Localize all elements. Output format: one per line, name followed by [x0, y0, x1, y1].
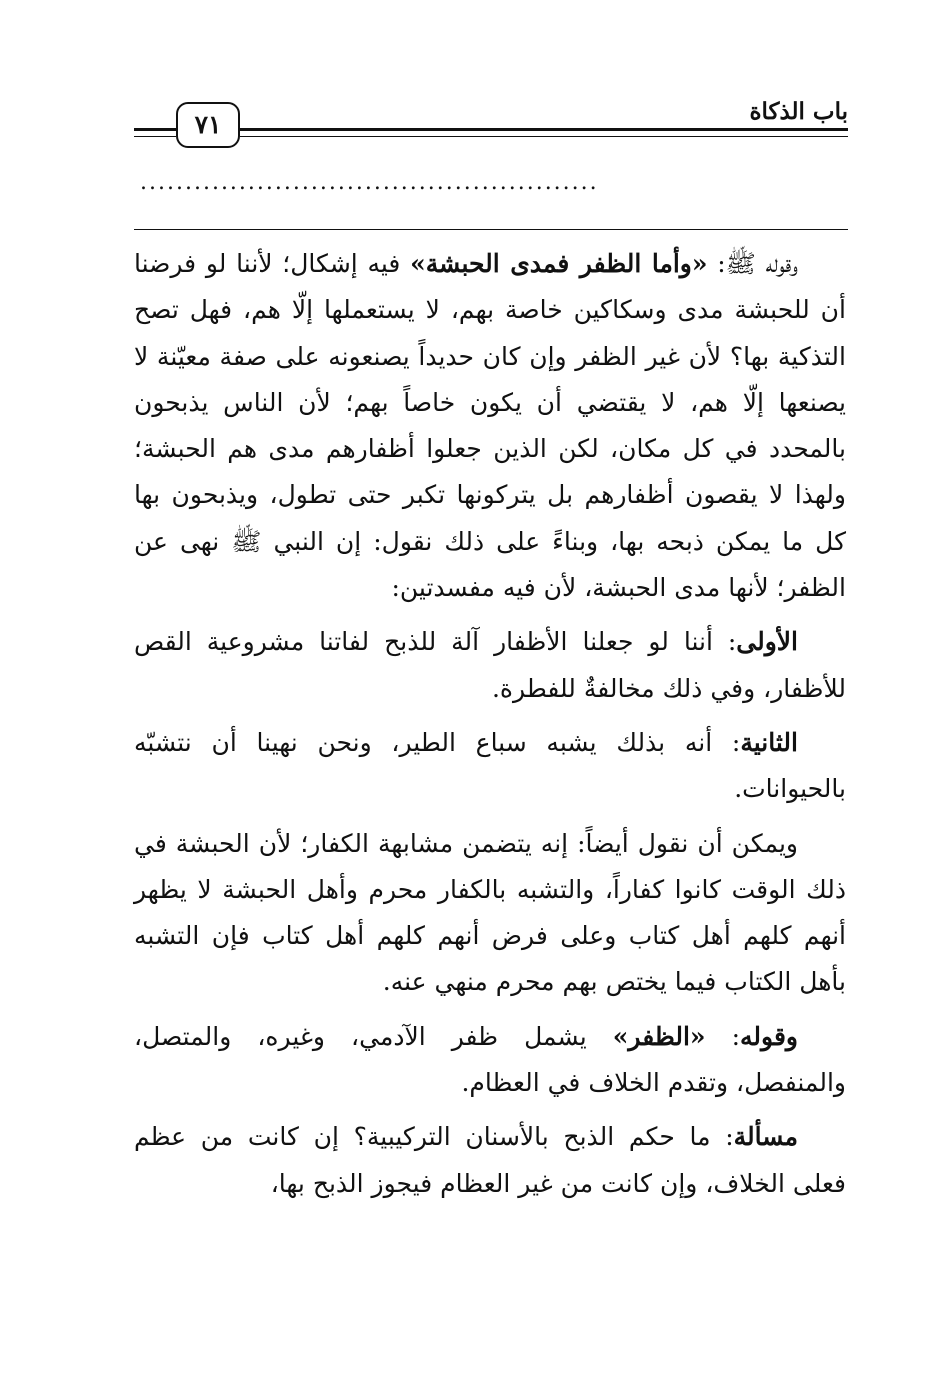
para1-text: فيه إشكال؛ لأننا لو فرضنا أن للحبشة مدى وسكاكين خاصة بهم، لا يستعملها إلّا هم، فهل تصح التذكية بها؟ لأن غير الظفر وإن كان حديداً يصنعونه على صفة معيّنة لا يصنعها إلّا هم، لا يقتضي أن يكون خاصاً بهم؛ لأن الناس يذبحون بالمحدد في كل مكان، لكن الذين جعلوا أظفارهم مدى هم الحبشة؛ ولهذا لا يقصون أظفارهم بل يتركونها تكبر حتى تطول، ويذبحون بها كل ما يمكن ذبحه بها، وبناءً على ذلك نقول: إن النبي ﷺ نهى عن الظفر؛ لأنها مدى الحبشة، لأن فيه مفسدتين: — [134, 249, 846, 603]
para5-text: يشمل ظفر الآدمي، وغيره، والمتصل، والمنفصل، وتقدم الخلاف في العظام. — [134, 1021, 846, 1098]
header-rule-left — [134, 128, 176, 140]
paragraph-3 — [134, 720, 846, 813]
dotted-separator: ................................................... — [140, 170, 599, 195]
chapter-title: باب الذكاة — [749, 98, 848, 125]
paragraph-4 — [134, 821, 846, 1006]
para5-label: وقوله — [740, 1021, 798, 1051]
first-point-text: : أننا لو جعلنا الأظفار آلة للذبح لفاتنا مشروعية القص للأظفار، وفي ذلك مخالفةٌ للفطرة. — [134, 627, 846, 703]
issue-text: : ما حكم الذبح بالأسنان التركيبية؟ إن كانت من عظم فعلى الخلاف، وإن كانت من غير العظام فيجوز الذبح بها، — [134, 1122, 846, 1198]
second-point-text: : أنه بذلك يشبه سباع الطير، ونحن نهينا أن نتشبّه بالحيوانات. — [134, 727, 846, 804]
paragraph-1 — [134, 241, 846, 611]
separator-line — [134, 229, 848, 230]
para4-text: ويمكن أن نقول أيضاً: إنه يتضمن مشابهة الكفار؛ لأن الحبشة في ذلك الوقت كانوا كفاراً، والتشبه بالكفار محرم وأهل الحبشة لا يظهر أنهم كلهم أهل كتاب وعلى فرض أنهم كلهم أهل كتاب فإن التشبه بأهل الكتاب فيما يختص بهم محرم منهي عنه. — [134, 828, 847, 997]
first-point-label: الأولى — [736, 627, 798, 657]
page-header — [134, 92, 848, 152]
hadith-quote: «وأما الظفر فمدى الحبشة» — [410, 249, 708, 278]
page-number: ٧١ — [176, 102, 240, 148]
paragraph-5 — [134, 1014, 846, 1107]
para1-lead: وقوله ﷺ: — [707, 249, 798, 278]
para5-colon: : — [705, 1021, 741, 1051]
paragraph-6 — [134, 1114, 846, 1207]
para5-quote: «الظفر» — [612, 1021, 706, 1051]
body-text — [134, 241, 846, 1207]
second-point-label: الثانية — [740, 727, 798, 757]
issue-label: مسألة — [733, 1122, 798, 1152]
header-rule-right — [240, 128, 848, 140]
paragraph-2 — [134, 619, 846, 712]
